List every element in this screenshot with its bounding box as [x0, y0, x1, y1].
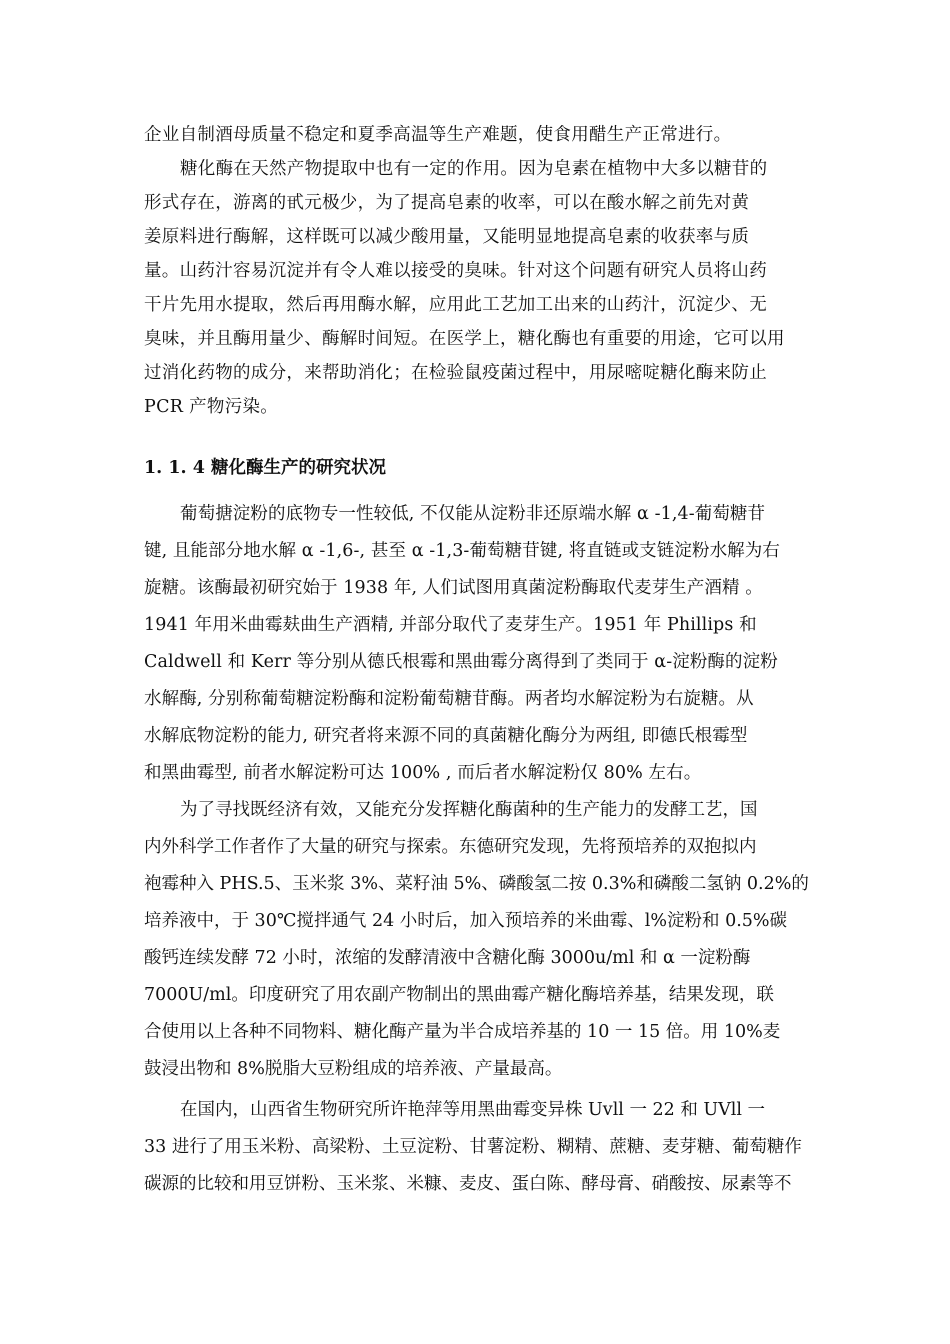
text-line: 1941 年用米曲霉麸曲生产酒精, 并部分取代了麦芽生产。1951 年 Phillips 和 [144, 615, 757, 635]
text-line: 姜原料进行酶解，这样既可以减少酸用量，又能明显地提高皂素的收获率与质 [144, 227, 750, 247]
text-line: 碳源的比较和用豆饼粉、玉米浆、米糠、麦皮、蛋白陈、酵母膏、硝酸按、尿素等不 [144, 1174, 792, 1194]
text-line: 旋糖。该酶最初研究始于 1938 年, 人们试图用真菌淀粉酶取代麦芽生产酒精 。 [144, 578, 763, 598]
text-line: 和黑曲霉型, 前者水解淀粉可达 100% , 而后者水解淀粉仅 80% 左右。 [144, 763, 702, 783]
paragraph-domestic-research [144, 1092, 810, 1203]
text-line: 形式存在，游离的甙元极少，为了提高皂素的收率，可以在酸水解之前先对黄 [144, 193, 750, 213]
text-line: 为了寻找既经济有效，又能充分发挥糖化酶菌种的生产能力的发酵工艺，国 [180, 800, 758, 820]
paragraph-enzyme-applications [144, 118, 810, 424]
text-line: 量。山药汁容易沉淀并有令人难以接受的臭味。针对这个问题有研究人员将山药 [144, 261, 767, 281]
text-line: 糖化酶在天然产物提取中也有一定的作用。因为皂素在植物中大多以糖苷的 [180, 159, 768, 179]
text-line: 培养液中，于 30℃搅拌通气 24 小时后，加入预培养的米曲霉、l%淀粉和 0.5%碳 [144, 911, 788, 931]
text-line: Caldwell 和 Kerr 等分别从德氏根霉和黑曲霉分离得到了类同于 α-淀粉酶的淀粉 [144, 652, 778, 672]
text-line: PCR 产物污染。 [144, 397, 279, 417]
text-line: 干片先用水提取，然后再用酶水解，应用此工艺加工出来的山药汁，沉淀少、无 [144, 295, 767, 315]
text-line: 鼓浸出物和 8%脱脂大豆粉组成的培养液、产量最高。 [144, 1059, 563, 1079]
text-line: 企业自制酒母质量不稳定和夏季高温等生产难题，使食用醋生产正常进行。 [144, 125, 732, 145]
text-line: 臭味，并且酶用量少、酶解时间短。在医学上，糖化酶也有重要的用途，它可以用 [144, 329, 785, 349]
text-line: 在国内，山西省生物研究所许艳萍等用黑曲霉变异株 Uvll 一 22 和 UVll 一 [180, 1100, 766, 1120]
text-line: 袍霉种入 PHS.5、玉米浆 3%、菜籽油 5%、磷酸氢二按 0.3%和磷酸二氢钠 0.2%的 [144, 874, 809, 894]
paragraph-fermentation-research [144, 792, 810, 1088]
text-line: 键, 且能部分地水解 α -1,6-, 甚至 α -1,3-葡萄糖苷键, 将直链或支链淀粉水解为右 [144, 541, 780, 561]
text-line: 酸钙连续发酵 72 小时，浓缩的发酵清液中含糖化酶 3000u/ml 和 α 一淀粉酶 [144, 948, 751, 968]
text-line: 葡萄搪淀粉的底物专一性较低, 不仅能从淀粉非还原端水解 α -1,4-葡萄糖苷 [180, 504, 766, 524]
text-line: 内外科学工作者作了大量的研究与探索。东德研究发现，先将预培养的双抱拟内 [144, 837, 757, 857]
text-line: 7000U/ml。印度研究了用农副产物制出的黑曲霉产糖化酶培养基，结果发现，联 [144, 985, 774, 1005]
section-heading: 1. 1. 4 糖化酶生产的研究状况 [144, 458, 386, 478]
text-line: 合使用以上各种不同物料、糖化酶产量为半合成培养基的 10 一 15 倍。用 10%麦 [144, 1022, 781, 1042]
text-line: 33 进行了用玉米粉、高梁粉、土豆淀粉、甘薯淀粉、糊精、蔗糖、麦芽糖、葡萄糖作 [144, 1137, 802, 1157]
paragraph-enzyme-history [144, 496, 810, 792]
text-line: 水解底物淀粉的能力, 研究者将来源不同的真菌糖化酶分为两组, 即德氏根霉型 [144, 726, 748, 746]
text-line: 过消化药物的成分，来帮助消化；在检验鼠疫菌过程中，用尿嘧啶糖化酶来防止 [144, 363, 767, 383]
text-line: 水解酶, 分别称葡萄糖淀粉酶和淀粉葡萄糖苷酶。两者均水解淀粉为右旋糖。从 [144, 689, 754, 709]
